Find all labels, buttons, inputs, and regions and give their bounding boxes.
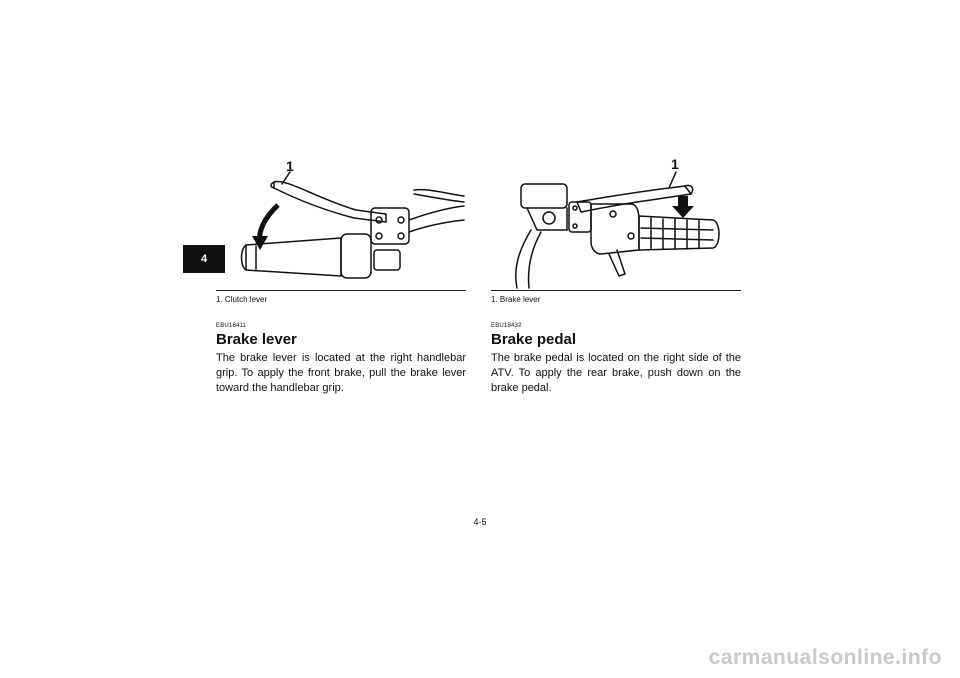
figure-caption: 1. Clutch lever — [216, 295, 268, 304]
left-column — [216, 150, 466, 396]
figure-callout-number: 1 — [286, 158, 294, 174]
section-code: EBU18432 — [491, 323, 522, 329]
section-body: The brake pedal is located on the right side of the ATV. To apply the rear brake, push down on the brake pedal. — [491, 352, 741, 394]
caption-divider — [216, 290, 466, 291]
section-body: The brake lever is located at the right handlebar grip. To apply the front brake, pull the brake lever toward the handlebar grip. — [216, 352, 466, 394]
figure-caption: 1. Brake lever — [491, 295, 541, 304]
brake-lever-illustration — [491, 150, 741, 290]
right-column — [491, 150, 741, 396]
caption-divider — [491, 290, 741, 291]
clutch-lever-illustration — [216, 150, 466, 290]
watermark-link[interactable]: carmanualsonline.info — [708, 646, 942, 669]
figure-callout-number: 1 — [671, 156, 679, 172]
section-heading: Brake pedal — [491, 331, 577, 348]
chapter-tab: 4 — [183, 245, 225, 273]
brake-lever-drawing — [491, 150, 741, 290]
section-heading: Brake lever — [216, 331, 297, 348]
page-number: 4-5 — [473, 517, 487, 527]
clutch-lever-drawing — [216, 150, 466, 290]
section-code: EBU18411 — [216, 323, 247, 329]
